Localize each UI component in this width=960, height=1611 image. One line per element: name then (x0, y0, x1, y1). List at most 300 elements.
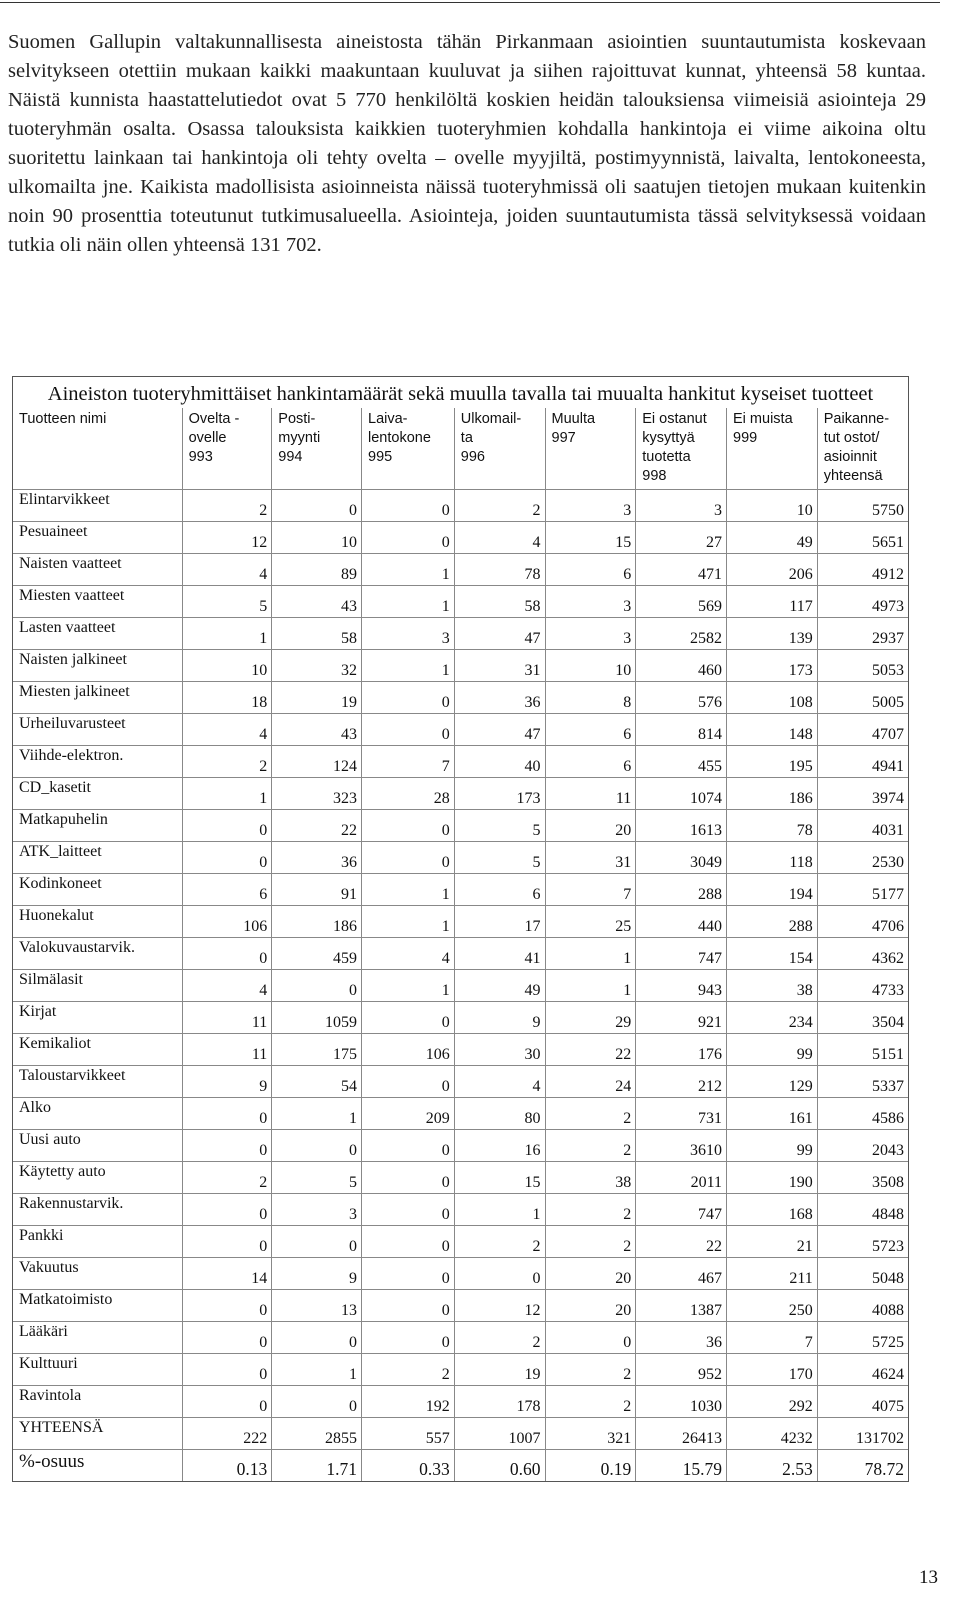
table-cell: 250 (727, 1290, 818, 1322)
table-cell: 0 (362, 842, 455, 874)
column-header (362, 408, 455, 490)
column-header-line: kysyttyä (642, 430, 695, 446)
table-cell: 5750 (817, 490, 908, 522)
table-cell: 15.79 (636, 1450, 727, 1482)
table-cell: 1 (182, 618, 272, 650)
top-rule (0, 2, 940, 3)
table-cell: 4586 (817, 1098, 908, 1130)
table-cell: 43 (272, 586, 362, 618)
table-cell: 10 (182, 650, 272, 682)
table-cell: 0 (362, 1162, 455, 1194)
column-header (727, 408, 818, 490)
table-cell: 952 (636, 1354, 727, 1386)
table-cell: 4 (182, 554, 272, 586)
column-header-line: 994 (278, 449, 303, 465)
table-cell: 0 (362, 1226, 455, 1258)
table-row (13, 842, 908, 874)
table-cell: 178 (454, 1386, 545, 1418)
table-cell: 8 (545, 682, 636, 714)
table-cell: 2 (182, 490, 272, 522)
table-cell: 1 (362, 906, 455, 938)
column-header (454, 408, 545, 490)
column-header-line: 999 (733, 430, 758, 446)
table-cell: 234 (727, 1002, 818, 1034)
table-cell: 38 (727, 970, 818, 1002)
table-row (13, 1034, 908, 1066)
table-cell: 5151 (817, 1034, 908, 1066)
row-label: Urheiluvarusteet (13, 714, 182, 746)
table-cell: 2 (362, 1354, 455, 1386)
table-cell: 0 (182, 1322, 272, 1354)
table-cell: 2043 (817, 1130, 908, 1162)
table-cell: 209 (362, 1098, 455, 1130)
table-cell: 11 (182, 1034, 272, 1066)
table-row (13, 490, 908, 522)
table-cell: 1007 (454, 1418, 545, 1450)
row-label: Lääkäri (13, 1322, 182, 1354)
table-cell: 0 (272, 1386, 362, 1418)
table-cell: 4 (454, 1066, 545, 1098)
table-cell: 5 (454, 810, 545, 842)
row-label: Lasten vaatteet (13, 618, 182, 650)
table-cell: 1059 (272, 1002, 362, 1034)
table-cell: 4 (454, 522, 545, 554)
column-header-line: Posti- (278, 411, 316, 427)
table-cell: 4624 (817, 1354, 908, 1386)
table-cell: 20 (545, 1258, 636, 1290)
table-cell: 3 (545, 490, 636, 522)
table-cell: 17 (454, 906, 545, 938)
table-cell: 29 (545, 1002, 636, 1034)
table-cell: 3610 (636, 1130, 727, 1162)
table-cell: 7 (545, 874, 636, 906)
table-cell: 0 (362, 682, 455, 714)
table-cell: 117 (727, 586, 818, 618)
table-cell: 1 (362, 874, 455, 906)
column-header-line: Muulta (551, 411, 596, 427)
column-header-line: Ulkomail- (460, 411, 522, 427)
table-cell: 1 (454, 1194, 545, 1226)
table-cell: 4362 (817, 938, 908, 970)
table-cell: 36 (454, 682, 545, 714)
table-cell: 6 (454, 874, 545, 906)
table-cell: 176 (636, 1034, 727, 1066)
table-row (13, 778, 908, 810)
table-cell: 58 (454, 586, 545, 618)
table-row (13, 586, 908, 618)
table-cell: 0 (182, 1130, 272, 1162)
row-label: Uusi auto (13, 1130, 182, 1162)
table-cell: 0 (272, 970, 362, 1002)
row-label: Kirjat (13, 1002, 182, 1034)
table-cell: 2 (545, 1098, 636, 1130)
table-row (13, 1290, 908, 1322)
table-cell: 173 (454, 778, 545, 810)
table-cell: 5177 (817, 874, 908, 906)
row-label: Vakuutus (13, 1258, 182, 1290)
table-cell: 288 (727, 906, 818, 938)
table-cell: 80 (454, 1098, 545, 1130)
table-header-row (13, 408, 908, 490)
row-label: Silmälasit (13, 970, 182, 1002)
table-cell: 1 (182, 778, 272, 810)
table-cell: 22 (272, 810, 362, 842)
table-row (13, 874, 908, 906)
table-cell: 14 (182, 1258, 272, 1290)
column-header (13, 408, 182, 490)
table-cell: 0 (182, 1354, 272, 1386)
table-cell: 943 (636, 970, 727, 1002)
table-cell: 9 (454, 1002, 545, 1034)
table-cell: 139 (727, 618, 818, 650)
table-row (13, 1098, 908, 1130)
table-cell: 576 (636, 682, 727, 714)
table-cell: 0 (362, 1130, 455, 1162)
column-header-line: Ei ostanut (642, 411, 707, 427)
table-cell: 0 (362, 714, 455, 746)
table-cell: 22 (636, 1226, 727, 1258)
row-label: Matkapuhelin (13, 810, 182, 842)
table-cell: 3 (545, 586, 636, 618)
row-label: Huonekalut (13, 906, 182, 938)
column-header-line: Tuotteen nimi (19, 411, 107, 427)
table-cell: 2 (454, 1322, 545, 1354)
table-cell: 0 (362, 1322, 455, 1354)
table-cell: 3974 (817, 778, 908, 810)
table-cell: 6 (182, 874, 272, 906)
table-cell: 9 (272, 1258, 362, 1290)
table-cell: 24 (545, 1066, 636, 1098)
table-cell: 731 (636, 1098, 727, 1130)
table-cell: 2.53 (727, 1450, 818, 1482)
table-cell: 10 (545, 650, 636, 682)
table-cell: 0 (272, 1130, 362, 1162)
column-header-line: 993 (188, 449, 213, 465)
table-cell: 78.72 (864, 1459, 904, 1479)
column-header (272, 408, 362, 490)
table-row (13, 682, 908, 714)
table-cell: 195 (727, 746, 818, 778)
table-cell: 0 (182, 1226, 272, 1258)
table-cell: 49 (727, 522, 818, 554)
table-row (13, 970, 908, 1002)
column-header-line: Paikanne- (823, 411, 890, 427)
table-cell: 47 (454, 618, 545, 650)
row-label: Miesten jalkineet (13, 682, 182, 714)
table-cell: 106 (182, 906, 272, 938)
table-row (13, 1194, 908, 1226)
table-cell: 747 (636, 1194, 727, 1226)
table-cell: 2 (454, 1226, 545, 1258)
table-row (13, 618, 908, 650)
table-cell: 32 (272, 650, 362, 682)
table-cell: 0.19 (545, 1450, 636, 1482)
table-cell: 4075 (817, 1386, 908, 1418)
table-cell: 18 (182, 682, 272, 714)
table-cell: 0 (182, 842, 272, 874)
intro-paragraph: Suomen Gallupin valtakunnallisesta aineistosta tähän Pirkanmaan asiointien suuntautumista koskevaan selvitykseen otettiin mukaan kaikki maakuntaan kuuluvat ja siihen rajoittuvat kunnat, yhteensä 58 kuntaa. Näistä kunnista haastattelutiedot ovat 5 770 henkilöltä koskien heidän talouksiensa viimeisiä asiointeja 29 tuoteryhmän osalta. Osassa talouksista kaikkien tuoteryhmien kohdalla hankintoja ei viime aikoina oltu suoritettu lainkaan tai hankintoja oli tehty ovelta – ovelle myyjiltä, postimyynnistä, laivalta, lentokoneesta, ulkomailta jne. Kaikista madollisista asioinneista näissä tuoteryhmissä oli saatujen tietojen mukaan kuitenkin noin 90 prosenttia toteutunut tutkimusalueella. Asiointeja, joiden suuntautumista tässä selvityksessä voidaan tutkia oli näin ollen yhteensä 131 702. (8, 31, 926, 256)
row-label: Matkatoimisto (13, 1290, 182, 1322)
table-cell: 459 (272, 938, 362, 970)
table-cell: 91 (272, 874, 362, 906)
row-label: Pankki (13, 1226, 182, 1258)
row-label: YHTEENSÄ (13, 1418, 182, 1450)
page-number: 13 (919, 1567, 938, 1588)
table-cell: 154 (727, 938, 818, 970)
table-cell: 222 (182, 1418, 272, 1450)
table-cell: 40 (454, 746, 545, 778)
table-cell: 747 (636, 938, 727, 970)
table-cell: 3049 (636, 842, 727, 874)
row-label: Käytetty auto (13, 1162, 182, 1194)
table-row (13, 714, 908, 746)
table-cell: 16 (454, 1130, 545, 1162)
table-cell: 0 (362, 1290, 455, 1322)
table-cell: 78 (727, 810, 818, 842)
table-cell: 0.33 (362, 1450, 455, 1482)
table-cell: 10 (272, 522, 362, 554)
table-cell: 4232 (727, 1418, 818, 1450)
table-cell: 4706 (817, 906, 908, 938)
row-label: Taloustarvikkeet (13, 1066, 182, 1098)
column-header-line: tut ostot/ (823, 430, 880, 446)
column-header-line: 995 (368, 449, 393, 465)
row-label: CD_kasetit (13, 778, 182, 810)
row-label: %-osuus (13, 1450, 182, 1482)
table-cell: 49 (454, 970, 545, 1002)
table-cell: 12 (454, 1290, 545, 1322)
table-cell: 43 (272, 714, 362, 746)
table-cell: 41 (454, 938, 545, 970)
table-cell: 31 (454, 650, 545, 682)
table-cell: 190 (727, 1162, 818, 1194)
table-cell: 0 (362, 1002, 455, 1034)
table-row (13, 746, 908, 778)
row-label: Valokuvaustarvik. (13, 938, 182, 970)
table-cell: 4 (362, 938, 455, 970)
column-header-line: 997 (551, 430, 576, 446)
table-cell: 5 (454, 842, 545, 874)
table-cell: 99 (727, 1034, 818, 1066)
table-cell: 124 (272, 746, 362, 778)
table-cell: 131702 (817, 1418, 908, 1450)
table-cell: 25 (545, 906, 636, 938)
column-header-line: asioinnit (823, 449, 877, 465)
table-cell: 2530 (817, 842, 908, 874)
data-table-container (12, 376, 909, 1482)
column-header (636, 408, 727, 490)
table-cell: 3 (272, 1194, 362, 1226)
table-cell: 5723 (817, 1226, 908, 1258)
row-label: Kulttuuri (13, 1354, 182, 1386)
table-cell: 0 (362, 1194, 455, 1226)
table-cell: 1387 (636, 1290, 727, 1322)
table-cell: 118 (727, 842, 818, 874)
row-label: Naisten jalkineet (13, 650, 182, 682)
table-cell: 1030 (636, 1386, 727, 1418)
table-cell: 2011 (636, 1162, 727, 1194)
table-cell: 194 (727, 874, 818, 906)
row-label: Naisten vaatteet (13, 554, 182, 586)
table-cell: 0 (362, 1066, 455, 1098)
table-cell: 4848 (817, 1194, 908, 1226)
row-label: Pesuaineet (13, 522, 182, 554)
table-row (13, 1002, 908, 1034)
table-cell: 168 (727, 1194, 818, 1226)
table-title: Aineiston tuoteryhmittäiset hankintamäärät sekä muulla tavalla tai muualta hankitut kyseiset tuotteet (47, 383, 874, 405)
table-cell: 0 (362, 490, 455, 522)
table-cell: 11 (182, 1002, 272, 1034)
column-header-line: tuotetta (642, 449, 691, 465)
table-cell: 3 (545, 618, 636, 650)
table-cell: 170 (727, 1354, 818, 1386)
table-cell: 557 (362, 1418, 455, 1450)
table-cell: 186 (727, 778, 818, 810)
table-cell: 58 (272, 618, 362, 650)
table-cell: 212 (636, 1066, 727, 1098)
table-cell: 186 (272, 906, 362, 938)
table-cell: 5048 (817, 1258, 908, 1290)
table-cell: 4088 (817, 1290, 908, 1322)
table-cell: 1 (272, 1354, 362, 1386)
total-row (13, 1418, 908, 1450)
table-cell: 4 (182, 970, 272, 1002)
table-cell: 288 (636, 874, 727, 906)
table-cell: 4941 (817, 746, 908, 778)
table-cell: 22 (545, 1034, 636, 1066)
table-cell: 4031 (817, 810, 908, 842)
table-cell: 1074 (636, 778, 727, 810)
table-row (13, 1226, 908, 1258)
table-cell: 0 (362, 810, 455, 842)
table-cell: 38 (545, 1162, 636, 1194)
table-cell: 26413 (636, 1418, 727, 1450)
table-cell: 7 (727, 1322, 818, 1354)
table-cell: 11 (545, 778, 636, 810)
table-row (13, 810, 908, 842)
table-row (13, 1386, 908, 1418)
table-cell: 1.71 (272, 1450, 362, 1482)
table-cell: 1 (362, 970, 455, 1002)
table-cell: 15 (545, 522, 636, 554)
table-body (13, 490, 908, 1482)
table-cell: 36 (636, 1322, 727, 1354)
table-cell: 3 (636, 490, 727, 522)
table-cell: 1 (362, 650, 455, 682)
row-label: Viihde-elektron. (13, 746, 182, 778)
table-cell: 173 (727, 650, 818, 682)
table-cell: 21 (727, 1226, 818, 1258)
table-cell: 78 (454, 554, 545, 586)
column-header-line: Ovelta - (188, 411, 240, 427)
table-cell: 2 (182, 1162, 272, 1194)
table-cell: 31 (545, 842, 636, 874)
row-label: Elintarvikkeet (13, 490, 182, 522)
table-cell: 2 (454, 490, 545, 522)
table-cell: 5 (272, 1162, 362, 1194)
table-cell: 2855 (272, 1418, 362, 1450)
table-cell: 0 (272, 1322, 362, 1354)
table-cell: 20 (545, 1290, 636, 1322)
table-row (13, 906, 908, 938)
table-cell: 5 (182, 586, 272, 618)
table-cell: 0 (272, 490, 362, 522)
column-header-line: lentokone (368, 430, 431, 446)
table-cell: 0 (272, 1226, 362, 1258)
table-cell: 0 (545, 1322, 636, 1354)
table-cell: 36 (272, 842, 362, 874)
table-cell: 2 (545, 1386, 636, 1418)
table-cell: 4707 (817, 714, 908, 746)
table-cell: 108 (727, 682, 818, 714)
table-cell: 4733 (817, 970, 908, 1002)
column-header-line: ovelle (188, 430, 227, 446)
table-cell: 5005 (817, 682, 908, 714)
table-cell: 2 (545, 1130, 636, 1162)
row-label: Miesten vaatteet (13, 586, 182, 618)
table-cell: 7 (362, 746, 455, 778)
table-cell: 5651 (817, 522, 908, 554)
table-cell: 0.13 (182, 1450, 272, 1482)
table-cell: 12 (182, 522, 272, 554)
table-cell: 292 (727, 1386, 818, 1418)
table-cell: 471 (636, 554, 727, 586)
table-cell: 6 (545, 714, 636, 746)
table-cell: 2 (545, 1354, 636, 1386)
table-cell: 148 (727, 714, 818, 746)
table-cell: 5725 (817, 1322, 908, 1354)
table-row (13, 1066, 908, 1098)
table-cell: 2937 (817, 618, 908, 650)
column-header (182, 408, 272, 490)
percent-row (13, 1450, 908, 1482)
table-cell: 2 (545, 1194, 636, 1226)
table-cell: 211 (727, 1258, 818, 1290)
table-cell: 0.60 (454, 1450, 545, 1482)
table-cell: 323 (272, 778, 362, 810)
table-cell: 3 (362, 618, 455, 650)
table-cell: 161 (727, 1098, 818, 1130)
table-cell: 13 (272, 1290, 362, 1322)
table-cell: 321 (545, 1418, 636, 1450)
table-row (13, 554, 908, 586)
table-cell: 0 (182, 938, 272, 970)
table-cell: 3504 (817, 1002, 908, 1034)
table-cell: 192 (362, 1386, 455, 1418)
table-cell: 9 (182, 1066, 272, 1098)
table-cell: 20 (545, 810, 636, 842)
column-header-line: myynti (278, 430, 321, 446)
table-cell: 15 (454, 1162, 545, 1194)
table-row (13, 1258, 908, 1290)
table-cell: 4973 (817, 586, 908, 618)
table-cell: 0 (182, 1290, 272, 1322)
table-cell: 129 (727, 1066, 818, 1098)
table-cell: 569 (636, 586, 727, 618)
table-cell: 2582 (636, 618, 727, 650)
table-row (13, 1130, 908, 1162)
table-cell: 0 (182, 1386, 272, 1418)
table-cell: 27 (636, 522, 727, 554)
table-cell: 54 (272, 1066, 362, 1098)
table-cell: 2 (182, 746, 272, 778)
row-label: ATK_laitteet (13, 842, 182, 874)
table-cell: 10 (727, 490, 818, 522)
table-cell: 89 (272, 554, 362, 586)
table-row (13, 1162, 908, 1194)
column-header-line: 996 (460, 449, 485, 465)
table-cell: 1613 (636, 810, 727, 842)
